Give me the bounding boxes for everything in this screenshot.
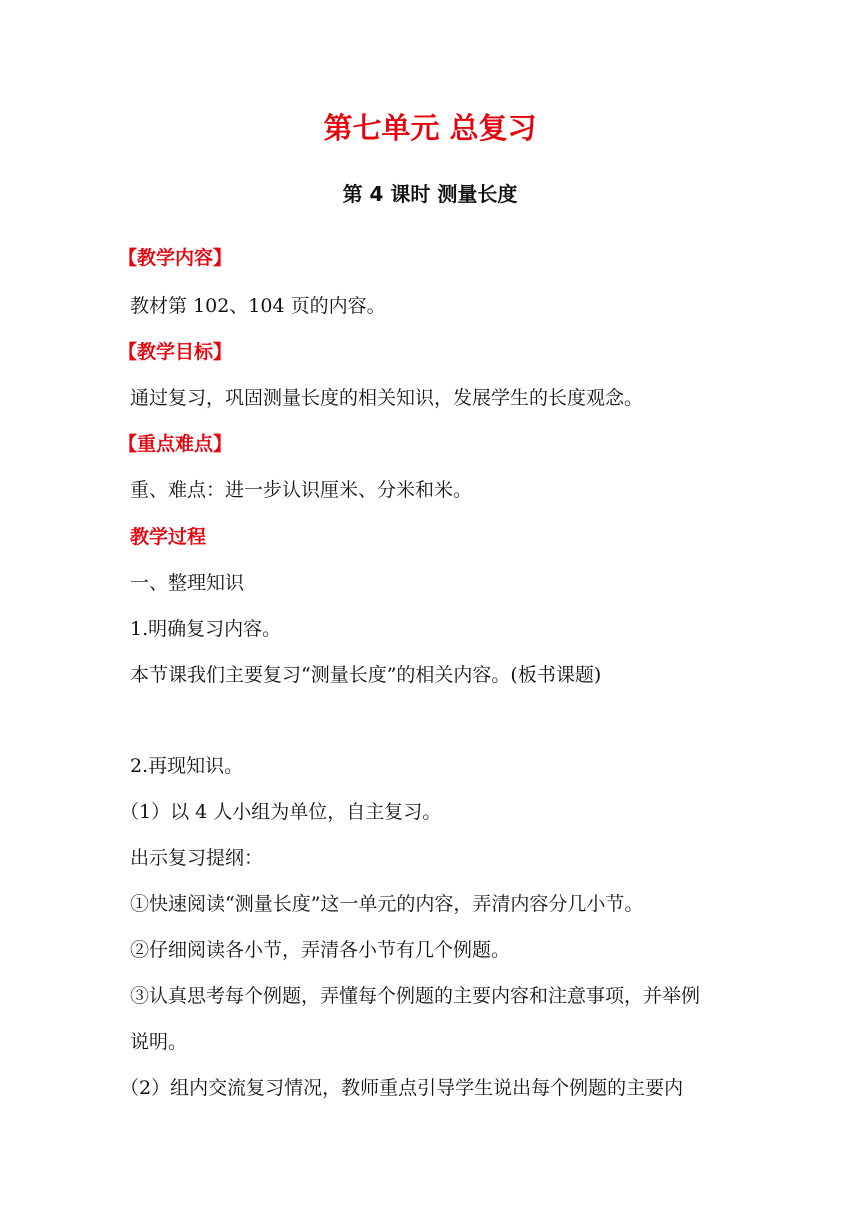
outline-label: 出示复习提纲： xyxy=(130,847,264,869)
content-text: 教材第 102、104 页的内容。 xyxy=(130,295,386,317)
process-step-2: 2.再现知识。 xyxy=(130,755,244,777)
document-title: 第七单元 总复习 xyxy=(323,111,537,145)
outline-item-3-line-1: ③认真思考每个例题，弄懂每个例题的主要内容和注意事项，并举例 xyxy=(130,985,701,1007)
process-step-1-text: 本节课我们主要复习“测量长度”的相关内容。(板书课题) xyxy=(130,664,602,686)
process-part-1: 一、整理知识 xyxy=(130,572,245,594)
section-heading-goal: 【教学目标】 xyxy=(118,341,233,363)
lesson-subtitle: 第 4 课时 测量长度 xyxy=(342,182,518,206)
outline-item-2: ②仔细阅读各小节，弄清各小节有几个例题。 xyxy=(130,939,511,961)
key-points-text: 重、难点：进一步认识厘米、分米和米。 xyxy=(130,479,473,501)
process-sub-1: （1）以 4 人小组为单位，自主复习。 xyxy=(120,801,442,823)
process-sub-2: （2）组内交流复习情况，教师重点引导学生说出每个例题的主要内 xyxy=(120,1077,684,1099)
process-step-1: 1.明确复习内容。 xyxy=(130,618,282,640)
section-heading-key-points: 【重点难点】 xyxy=(118,433,233,455)
goal-text: 通过复习，巩固测量长度的相关知识，发展学生的长度观念。 xyxy=(130,387,644,409)
section-heading-process: 教学过程 xyxy=(130,526,207,548)
outline-item-3-line-2: 说明。 xyxy=(130,1031,188,1053)
section-heading-content: 【教学内容】 xyxy=(118,247,233,269)
outline-item-1: ①快速阅读“测量长度”这一单元的内容，弄清内容分几小节。 xyxy=(130,893,644,915)
